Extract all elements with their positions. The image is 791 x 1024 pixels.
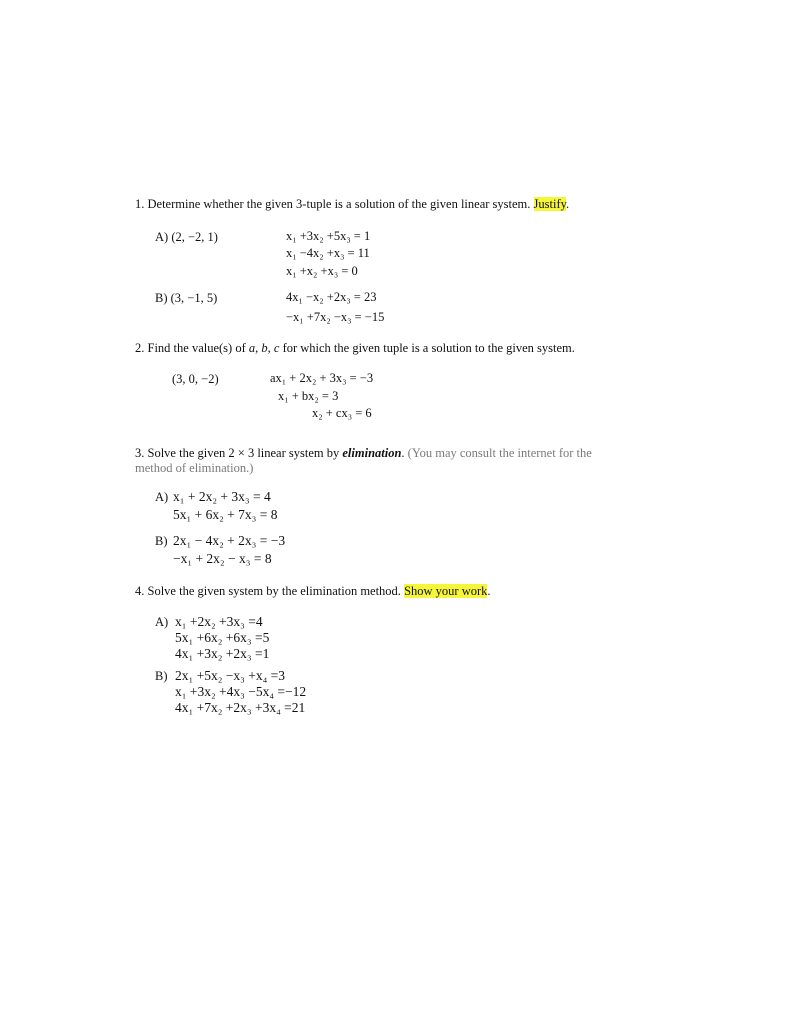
question-3-prompt: 3. Solve the given 2 × 3 linear system by elimination. (You may consult the internet for the (135, 446, 592, 460)
q3-note-line-2: method of elimination.) (135, 461, 254, 475)
q4-b-eq-3: 4x₁ +7x₂ +2x₃ +3x₄ =21 (175, 700, 306, 715)
question-4-prompt: 4. Solve the given system by the elimination method. Show your work. (135, 584, 491, 598)
q2-eq-3: x₂ + cx₃ = 6 (312, 406, 372, 420)
q4-a-label: A) (155, 615, 169, 629)
q4-a-eq-1: x₁ +2x₂ +3x₃ =4 (175, 614, 263, 629)
q4-b-eq-1: 2x₁ +5x₂ −x₃ +x₄ =3 (175, 668, 286, 683)
question-1-prompt: 1. Determine whether the given 3-tuple is a solution of the given linear system. Justify. (135, 197, 570, 211)
q3-b-eq-1: 2x₁ − 4x₂ + 2x₃ = −3 (173, 533, 286, 548)
q1-a-eq-3: x₁ +x₂ +x₃ = 0 (286, 264, 358, 278)
question-2-prompt: 2. Find the value(s) of a, b, c for which the given tuple is a solution to the given system. (135, 341, 575, 355)
q1-a-label: A) (2, −2, 1) (155, 230, 218, 244)
highlight-show-your-work: Show your work (404, 584, 488, 598)
q2-eq-1: ax₁ + 2x₂ + 3x₃ = −3 (270, 371, 374, 385)
q4-a-eq-3: 4x₁ +3x₂ +2x₃ =1 (175, 646, 270, 661)
q1-a-eq-1: x₁ +3x₂ +5x₃ = 1 (286, 229, 371, 243)
highlight-justify: Justify (533, 197, 567, 211)
q3-a-eq-1: x₁ + 2x₂ + 3x₃ = 4 (173, 489, 271, 504)
q4-b-eq-2: x₁ +3x₂ +4x₃ −5x₄ =−12 (175, 684, 307, 699)
q1-b-label: B) (3, −1, 5) (155, 291, 218, 305)
q1-a-eq-2: x₁ −4x₂ +x₃ = 11 (286, 246, 370, 260)
q2-eq-2: x₁ + bx₂ = 3 (278, 389, 339, 403)
q3-b-label: B) (155, 534, 168, 548)
q1-b-eq-1: 4x₁ −x₂ +2x₃ = 23 (286, 290, 377, 304)
q4-b-label: B) (155, 669, 168, 683)
q3-a-eq-2: 5x₁ + 6x₂ + 7x₃ = 8 (173, 507, 278, 522)
q3-b-eq-2: −x₁ + 2x₂ − x₃ = 8 (173, 551, 272, 566)
q1-b-eq-2: −x₁ +7x₂ −x₃ = −15 (286, 310, 385, 324)
q2-tuple: (3, 0, −2) (172, 372, 219, 386)
q4-a-eq-2: 5x₁ +6x₂ +6x₃ =5 (175, 630, 270, 645)
q3-a-label: A) (155, 490, 169, 504)
